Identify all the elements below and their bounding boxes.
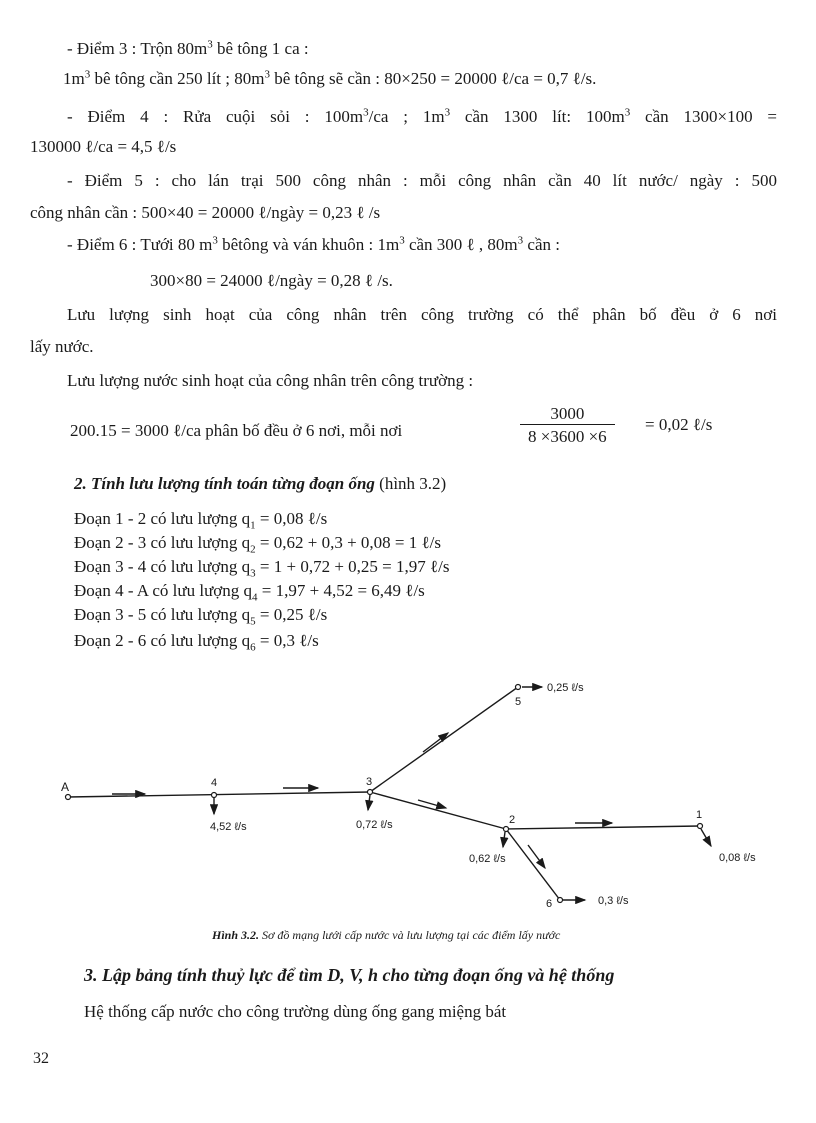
list-item: Đoạn 2 - 3 có lưu lượng $q_2 = 0,62 + 0,3 + 0,08 = 1$ ℓ/s <box>74 533 441 556</box>
text-line: $1m^3$ bê tông cần 250 lít ; $80m^3$ bê tông sẽ cần : 80×250 = 20000 ℓ/ca = 0,7 ℓ/s. <box>63 68 597 88</box>
node-5 <box>516 685 521 690</box>
node-a <box>66 795 71 800</box>
text-line: 200.15 = 3000 ℓ/ca phân bố đều ở 6 nơi, mỗi nơi <box>70 421 403 440</box>
list-item: Đoạn 2 - 6 có lưu lượng $q_6 = 0,3$ ℓ/s <box>74 631 319 654</box>
node-label-6: 6 <box>546 898 553 910</box>
node-2 <box>504 827 509 832</box>
text-line: 300×80 = 24000 ℓ/ngày = 0,28 ℓ /s. <box>150 271 393 290</box>
fraction-result: = 0,02 ℓ/s <box>645 415 713 434</box>
flow-label-1: 0,08 ℓ/s <box>719 852 756 864</box>
text-line: Lưu lượng nước sinh hoạt của công nhân trên công trường : <box>67 371 474 390</box>
node-label-4: 4 <box>211 777 218 789</box>
page-number: 32 <box>33 1050 49 1067</box>
withdrawal-arrow-2 <box>503 832 505 847</box>
pipe-2-1 <box>506 826 700 829</box>
flow-label-2: 0,62 ℓ/s <box>469 853 506 865</box>
section-heading: 2. Tính lưu lượng tính toán từng đoạn ống (hình 3.2) <box>74 474 447 493</box>
figure-caption: Hình 3.2. Sơ đồ mạng lưới cấp nước và lưu lượng tại các điểm lấy nước <box>212 928 561 942</box>
fraction-numerator: 3000 <box>550 404 585 423</box>
fraction <box>520 404 615 447</box>
flow-direction-arrow <box>423 733 448 752</box>
text-line: 130000 ℓ/ca = 4,5 ℓ/s <box>30 137 177 156</box>
withdrawal-arrow-3 <box>368 795 370 810</box>
node-4 <box>212 793 217 798</box>
flow-label-4: 4,52 ℓ/s <box>210 821 247 833</box>
text-line: - Điểm 5 : cho lán trại 500 công nhân : mỗi công nhân cần 40 lít nước/ ngày : 500 <box>67 171 777 190</box>
fraction-denominator: 8 ×3600 ×6 <box>520 424 615 447</box>
text-line: lấy nước. <box>30 337 94 356</box>
text-line: Hệ thống cấp nước cho công trường dùng ống gang miệng bát <box>84 1002 507 1021</box>
node-1 <box>698 824 703 829</box>
text-line: công nhân cần : 500×40 = 20000 ℓ/ngày = 0,23 ℓ /s <box>30 203 381 222</box>
node-label-a: A <box>61 780 70 794</box>
node-label-3: 3 <box>366 776 373 788</box>
flow-label-5: 0,25 ℓ/s <box>547 682 584 694</box>
node-label-1: 1 <box>696 809 703 821</box>
list-item: Đoạn 3 - 5 có lưu lượng $q_5 = 0,25$ ℓ/s <box>74 605 328 628</box>
node-6 <box>558 898 563 903</box>
text-line: - Điểm 3 : Trộn $80m^3$ bê tông 1 ca : <box>67 38 309 58</box>
pipe-a-3 <box>68 792 370 797</box>
node-3 <box>368 790 373 795</box>
section-heading: 3. Lập bảng tính thuỷ lực để tìm D, V, h cho từng đoạn ống và hệ thống <box>84 965 615 985</box>
list-item: Đoạn 1 - 2 có lưu lượng $q_1 = 0,08$ ℓ/s <box>74 509 328 532</box>
node-label-5: 5 <box>515 696 522 708</box>
list-item: Đoạn 4 - A có lưu lượng $q_4 = 1,97 + 4,52 = 6,49$ ℓ/s <box>74 581 425 604</box>
flow-label-3: 0,72 ℓ/s <box>356 819 393 831</box>
flow-direction-arrow <box>528 845 545 868</box>
text-line: Lưu lượng sinh hoạt của công nhân trên công trường có thể phân bố đều ở 6 nơi <box>67 305 777 324</box>
list-item: Đoạn 3 - 4 có lưu lượng $q_3 = 1 + 0,72 + 0,25 = 1,97$ ℓ/s <box>74 557 450 580</box>
text-line: - Điểm 6 : Tưới 80 $m^3$ bêtông và ván khuôn : $1m^3$ cần 300 ℓ , $80m^3$ cần : <box>67 234 560 254</box>
node-label-2: 2 <box>509 814 516 826</box>
text-line: - Điểm 4 : Rửa cuội sỏi : $100m^3/ca$ ; $1m^3$ cần 1300 lít: $100m^3$ cần 1300×100 = <box>67 106 778 126</box>
withdrawal-arrow-1 <box>701 829 711 846</box>
flow-label-6: 0,3 ℓ/s <box>598 895 629 907</box>
pipe-2-6 <box>506 829 560 900</box>
flow-direction-arrow <box>418 800 446 808</box>
pipe-3-5 <box>370 687 518 792</box>
pipe-3-2 <box>370 792 506 829</box>
